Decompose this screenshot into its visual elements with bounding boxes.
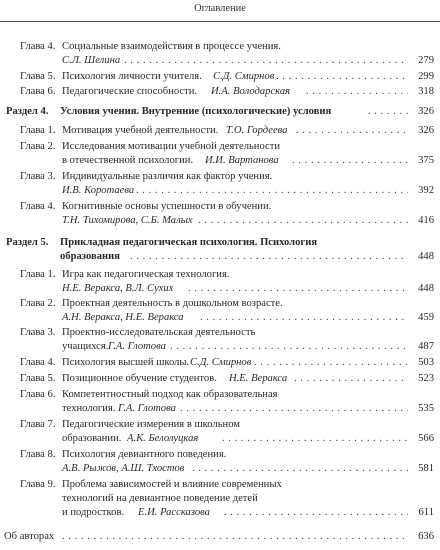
toc-page: 392 [418,185,434,196]
toc-author: Т.Н. Тихомирова, С.Б. Малых [62,215,193,226]
toc-entry[interactable] [0,124,440,138]
toc-entry-cont[interactable] [0,462,440,476]
toc-entry-cont[interactable] [0,311,440,325]
toc-title: Позиционное обучение студентов. [62,373,217,384]
toc-entry[interactable] [0,388,440,402]
toc-author: А.В. Рыжов, А.Ш. Тхостов [62,463,185,474]
leader-dots [180,402,408,416]
toc-entry-authors[interactable] [0,530,440,544]
toc-page: 299 [418,71,434,82]
toc-title: Социальные взаимодействия в процессе учения. [62,41,281,52]
leader-dots [368,105,408,119]
toc-title: Компетентностный подход как образовательная [62,389,278,400]
toc-author: С.Д. Смирнов [190,357,252,368]
toc-entry-cont[interactable] [0,340,440,354]
toc-label: Глава 4. [20,201,56,212]
toc-entry-cont[interactable] [0,432,440,446]
toc-title-cont: и подростков. [62,507,125,518]
toc-page: 459 [418,312,434,323]
toc-section-title-cont: образования [60,251,120,262]
toc-title-cont: технология. [62,403,116,414]
leader-dots [200,311,408,325]
toc-author: И.И. Вартанова [205,155,279,166]
toc-section[interactable] [0,236,440,250]
toc-page: 318 [418,86,434,97]
leader-dots [254,356,408,370]
toc-title: Проектная деятельность в дошкольном возрасте. [62,298,283,309]
toc-page: 523 [418,373,434,384]
toc-label: Глава 2. [20,141,56,152]
toc-title: Игра как педагогическая технология. [62,269,230,280]
toc-entry[interactable] [0,70,440,84]
toc-title: Психология девиантного поведения. [62,449,227,460]
toc-label: Глава 6. [20,86,56,97]
toc-label: Глава 9. [20,479,56,490]
leader-dots [198,214,408,228]
toc-entry[interactable] [0,297,440,311]
toc-author: Н.Е. Веракса [229,373,288,384]
toc-title: Проблема зависимостей и влияние современных [62,479,282,490]
toc-author: И.В. Коротаева [62,185,135,196]
toc-title: Психология личности учителя. [62,71,202,82]
toc-page: 487 [418,341,434,352]
toc-author: Г.А. Глотова [108,341,166,352]
leader-dots [294,372,408,386]
toc-entry-cont[interactable] [0,402,440,416]
toc-label: Глава 1. [20,269,56,280]
toc-title-cont: образовании. [62,433,122,444]
toc-section-label: Раздел 4. [6,106,49,117]
toc-section-cont[interactable] [0,250,440,264]
toc-author: С.Д. Смирнов [213,71,275,82]
leader-dots [192,462,408,476]
toc-entry-cont[interactable] [0,282,440,296]
toc-entry[interactable] [0,478,440,492]
toc-entry[interactable] [0,448,440,462]
toc-entry[interactable] [0,372,440,386]
toc-title-cont: учащихся. [62,341,109,352]
toc-label: Глава 8. [20,449,56,460]
leader-dots [62,530,408,544]
toc-author: Е.И. Рассказова [138,507,210,518]
toc-entry[interactable] [0,200,440,214]
toc-author: И.А. Володарская [211,86,291,97]
toc-title: Психология высшей школы. [62,357,190,368]
toc-section[interactable] [0,105,440,119]
toc-entry[interactable] [0,418,440,432]
leader-dots [188,282,408,296]
toc-title-cont: в отечественной психологии. [62,155,194,166]
toc-label: Глава 6. [20,389,56,400]
toc-title-cont: технологий на девиантное поведение детей [62,493,258,504]
leader-dots [224,506,408,520]
toc-author: Г.А. Глотова [118,403,176,414]
leader-dots [292,154,408,168]
toc-label: Глава 2. [20,298,56,309]
toc-page: 375 [418,155,434,166]
toc-page: 416 [418,215,434,226]
toc-entry-cont[interactable] [0,214,440,228]
toc-entry[interactable] [0,356,440,370]
leader-dots [130,250,408,264]
leader-dots [170,340,408,354]
toc-title: Мотивация учебной деятельности. [62,125,219,136]
toc-page: 503 [418,357,434,368]
leader-dots [296,124,408,138]
header-rule [0,21,440,22]
toc-title: Педагогические измерения в школьном [62,419,240,430]
toc-page: 611 [418,507,434,518]
toc-title: Индивидуальные различия как фактор учения. [62,171,273,182]
leader-dots [276,70,408,84]
toc-label: Глава 1. [20,125,56,136]
toc-label: Глава 7. [20,419,56,430]
toc-label: Глава 3. [20,171,56,182]
toc-entry-cont[interactable] [0,184,440,198]
toc-author: А.К. Белолуцкая [127,433,199,444]
running-header [0,0,440,26]
toc-entry-cont[interactable] [0,54,440,68]
leader-dots [124,54,408,68]
toc-title: Когнитивные основы успешности в обучении. [62,201,272,212]
toc-author: Н.Е. Веракса, В.Л. Сухих [62,283,174,294]
leader-dots [222,432,408,446]
toc-page: 566 [418,433,434,444]
toc-section-title: Условия учения. Внутренние (психологические) условия [60,106,332,117]
toc-entry-cont[interactable] [0,154,440,168]
toc-label: Глава 3. [20,327,56,338]
toc-label: Глава 4. [20,357,56,368]
toc-label: Глава 4. [20,41,56,52]
toc-title: Исследования мотивации учебной деятельности [62,141,281,152]
toc-title: Педагогические способности. [62,86,198,97]
toc-page: 279 [418,55,434,66]
toc-title: Об авторах [4,531,55,542]
toc-section-label: Раздел 5. [6,237,49,248]
toc-author: А.Н. Веракса, Н.Е. Веракса [62,312,184,323]
toc-page: 535 [418,403,434,414]
toc-page: 448 [418,283,434,294]
toc-title: Проектно-исследовательская деятельность [62,327,256,338]
toc-page: 581 [418,463,434,474]
leader-dots [136,184,408,198]
toc-entry-cont [0,492,440,506]
toc-entry[interactable] [0,85,440,99]
toc-entry[interactable] [0,140,440,154]
toc-entry[interactable] [0,40,440,54]
toc-page: 326 [418,125,434,136]
toc-page: 636 [418,531,434,542]
toc-entry[interactable] [0,268,440,282]
toc-page: 326 [418,106,434,117]
toc-author: С.Л. Шелина [62,55,121,66]
leader-dots [306,85,408,99]
toc-section-title: Прикладная педагогическая психология. Психология [60,237,318,248]
toc-entry[interactable] [0,326,440,340]
toc-entry[interactable] [0,170,440,184]
toc-entry-cont[interactable] [0,506,440,520]
toc-page: 448 [418,251,434,262]
toc-label: Глава 5. [20,71,56,82]
header-title: Оглавление [194,3,246,14]
toc-author: Т.О. Гордеева [226,125,288,136]
toc-label: Глава 5. [20,373,56,384]
